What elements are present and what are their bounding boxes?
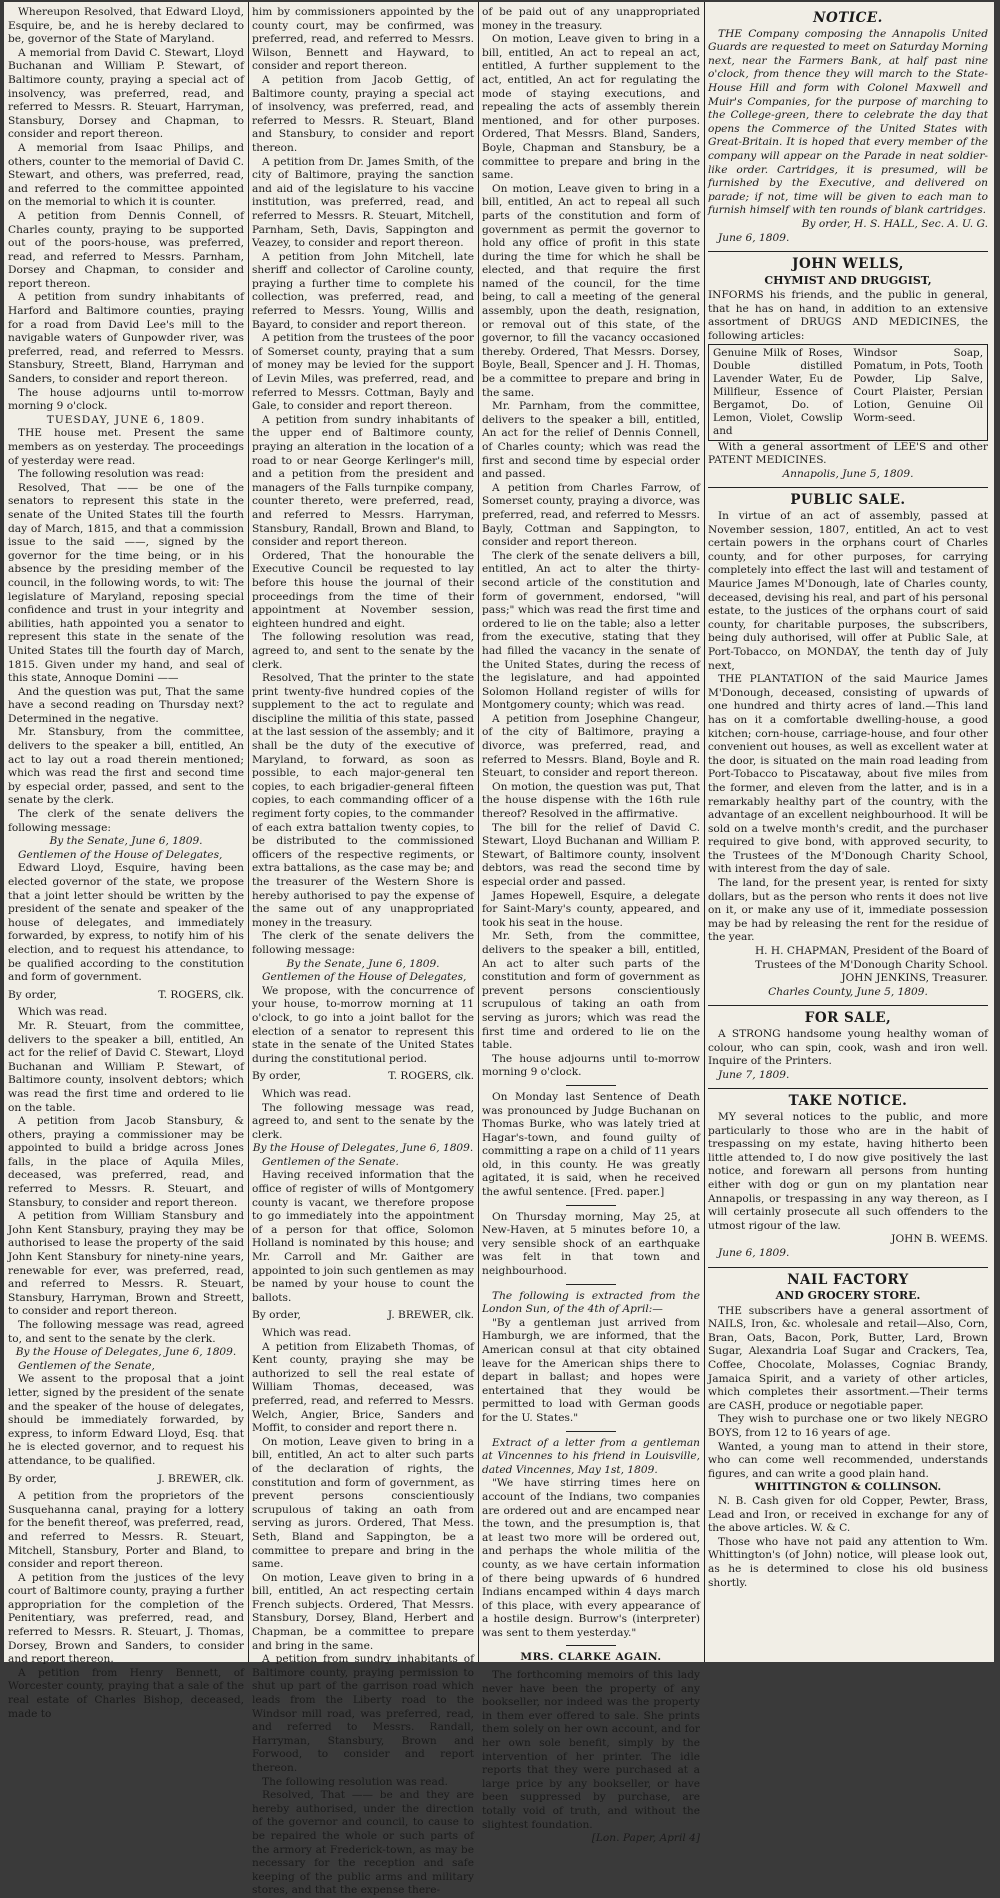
ad-heading: PUBLIC SALE.: [790, 492, 906, 509]
paragraph: On motion, Leave given to bring in a bill, entitled, An act to repeal all such parts of the constitution and form of government as permit the governor to hold any office of profit in this state during the time for which he shall be elected, and that require the first named of the council, for the time being, to call a meeting of the general assembly, upon the death, resignation, or removal out of this state, of the governor, to fill the vacancy occasioned thereby. Ordered, That Messrs. Dorsey, Boyle, Beall, Spencer and J. H. Thomas, be a committee to prepare and bring in the same.: [482, 182, 700, 399]
column-1: [8, 6, 244, 1720]
column-3: [482, 6, 700, 1845]
ad-divider: [708, 1088, 988, 1089]
ad-subheading: CHYMIST AND DRUGGIST,: [764, 273, 932, 287]
ad-divider: [708, 487, 988, 488]
ad-date: Annapolis, June 5, 1809.: [782, 467, 914, 480]
message-heading: By the Senate, June 6, 1809.: [286, 957, 440, 970]
ad-body: With a general assortment of LEE'S and other PATENT MEDICINES.: [708, 440, 988, 467]
ad-subheading: AND GROCERY STORE.: [775, 1289, 921, 1303]
paragraph: A memorial from David C. Stewart, Lloyd Buchanan and William P. Stewart, of Baltimore county, praying a special act of insolvency, was preferred, read, and referred to Messrs. R. Steuart, Harryman, Stansbury, Dorsey and Chapman, to consider and report thereon.: [8, 46, 244, 141]
ad-signature: By order, H. S. HALL, Sec. A. U. G.: [801, 217, 988, 230]
column-2: [252, 6, 474, 1897]
paragraph: A petition from sundry inhabitants of Harford and Baltimore counties, praying for a road from David Lee's mill to the navigable waters of Gunpowder river, was preferred, read, and referred to Messrs. Stansbury, Streett, Bland, Harryman and Sanders, to consider and report thereon.: [8, 291, 244, 386]
paragraph: The following resolution was read, agreed to, and sent to the senate by the clerk.: [252, 631, 474, 671]
message-salutation: Gentlemen of the House of Delegates,: [262, 971, 467, 984]
ad-divider: [708, 251, 988, 252]
signature: By order, J. BREWER, clk.: [8, 1472, 244, 1485]
ad-date: June 7, 1809.: [718, 1068, 790, 1081]
message-salutation: Gentlemen of the Senate.: [262, 1155, 399, 1168]
paragraph: him by commissioners appointed by the county court, may be confirmed, was preferred, read, and referred to Messrs. Wilson, Bennett and Hayward, to consider and report thereon.: [252, 6, 474, 73]
ad-signature: H. H. CHAPMAN, President of the Board of Trustees of the M'Donough Charity School.: [754, 945, 988, 971]
dateline: TUESDAY, JUNE 6, 1809.: [46, 413, 206, 426]
paragraph: THE house met. Present the same members as on yesterday. The proceedings of yesterday were read.: [8, 427, 244, 467]
paragraph: A petition from Josephine Changeur, of the city of Baltimore, praying a divorce, was preferred, read, and referred to Messrs. Bland, Boyle and R. Steuart, to consider and report thereon.: [482, 712, 700, 780]
message-heading: By the House of Delegates, June 6, 1809.: [15, 1346, 237, 1359]
ad-body: N. B. Cash given for old Copper, Pewter, Brass, Lead and Iron, or received in exchange for any of the above articles. W. & C.: [708, 1495, 988, 1535]
paragraph: On motion, Leave given to bring in a bill, entitled, An act to repeal an act, entitled, A further supplement to the act, entitled, An act for regulating the mode of staying executions, and repealing the acts of assembly therein mentioned, and for other purposes. Ordered, That Messrs. Bland, Sanders, Boyle, Chapman and Stansbury, be a committee to prepare and bring in the same.: [482, 33, 700, 182]
ad-divider: [708, 1005, 988, 1006]
ad-body: In virtue of an act of assembly, passed at November session, 1807, entitled, An act to vest certain powers in the orphans court of Charles county, and for other purposes, for carrying completely into effect the last will and testament of Maurice James M'Donough, late of Charles county, deceased, devising his real, and part of his personal estate, to the justices of the orphans court of said county, for charitable purposes, the subscribers, being duly authorised, will offer at Public Sale, at Port-Tobacco, on MONDAY, the tenth day of July next,: [708, 510, 989, 672]
news-heading: MRS. CLARKE AGAIN.: [520, 1651, 662, 1664]
paragraph: Mr. Seth, from the committee, delivers to the speaker a bill, entitled, An act to alter such parts of the constitution and form of government as prevent persons conscientiously scrupulous of taking an oath from serving as jurors; which was read the first time and ordered to lie on the table.: [482, 930, 700, 1052]
ad-body: Wanted, a young man to attend in their store, who can come well recommended, understands figures, and can write a good plain hand.: [708, 1440, 988, 1480]
paragraph: We assent to the proposal that a joint letter, signed by the president of the senate and the speaker of the house of delegates, should be immediately forwarded, by express, to inform Edward Lloyd, Esq. that he is elected governor, and to request his attendance, to be qualified.: [8, 1373, 244, 1467]
paragraph: A petition from sundry inhabitants of Baltimore county, praying permission to shut up part of the garrison road which leads from the Liberty road to the Windsor mill road, was preferred, read, and referred to Messrs. Randall, Harryman, Stansbury, Brown and Forwood, to consider and report thereon.: [252, 1653, 474, 1774]
signature: By order, J. BREWER, clk.: [252, 1309, 474, 1322]
ad-heading: FOR SALE,: [804, 1010, 892, 1027]
ad-date: Charles County, June 5, 1809.: [768, 985, 928, 998]
ad-date: June 6, 1809.: [718, 231, 790, 244]
news-heading: The following is extracted from the London Sun, of the 4th of April:—: [482, 1289, 700, 1316]
news-item: On Monday last Sentence of Death was pronounced by Judge Buchanan on Thomas Burke, who was lately tried at Hagar's-town, and found guilty of committing a rape on a child of 11 years old, in this county. He was greatly agitated, it is said, when he received the awful sentence. [Fred. paper.]: [482, 1090, 700, 1199]
column-rule: [248, 2, 249, 1662]
paragraph: The clerk of the senate delivers the following message:: [252, 930, 474, 956]
paragraph: The following resolution was read:: [18, 468, 205, 481]
paragraph: On motion, Leave given to bring in a bill, entitled, An act to alter such parts of the declaration of rights, the constitution and form of government, as prevent persons conscientiously scrupulous of taking an oath from serving as jurors. Ordered, That Mess. Seth, Bland and Sappington, be a committee to prepare and bring in the same.: [252, 1435, 474, 1571]
divider: [566, 1085, 616, 1086]
paragraph: Which was read.: [18, 1006, 108, 1019]
ad-heading: JOHN WELLS,: [792, 256, 904, 273]
paragraph: A petition from the proprietors of the Susquehanna canal, praying for a lottery for the benefit thereof, was preferred, read, and referred to Messrs. R. Steuart, Mitchell, Stansbury, Porter and Bland, to consider and report thereon.: [8, 1490, 244, 1571]
paragraph: A petition from the trustees of the poor of Somerset county, praying that a sum of money may be levied for the support of Levin Miles, was preferred, read, and referred to Messrs. Cottman, Bayly and Gale, to consider and report thereon.: [252, 332, 474, 413]
ad-signature: WHITTINGTON & COLLINSON.: [754, 1481, 942, 1494]
news-item: The forthcoming memoirs of this lady never have been the property of any bookseller, nor indeed was the property in them ever offered to sale. She prints them solely on her own account, and for her own sole benefit, simply by the intervention of her printer. The idle reports that they were purchased at a large price by any bookseller, or have been suppressed by purchase, are totally void of truth, and without the slightest foundation.: [482, 1669, 700, 1831]
news-item: On Thursday morning, May 25, at New-Haven, at 5 minutes before 10, a very sensible shock of an earthquake was felt in that town and neighbourhood.: [482, 1210, 700, 1278]
paragraph: A petition from Jacob Gettig, of Baltimore county, praying a special act of insolvency, was preferred, read, and referred to Messrs. R. Steuart, Bland and Stansbury, to consider and report thereon.: [252, 73, 474, 154]
message-salutation: Gentlemen of the Senate,: [18, 1359, 155, 1372]
paragraph: A petition from Jacob Stansbury, & others, praying a commissioner may be appointed to build a bridge across Jones falls, in the place of Aquila Miles, deceased, was preferred, read, and referred to Messrs. R. Steuart, and Stansbury, to consider and report thereon.: [8, 1115, 244, 1209]
column-rule: [478, 2, 479, 1662]
ad-heading: NOTICE.: [813, 10, 883, 26]
paragraph: Which was read.: [262, 1327, 352, 1339]
divider: [566, 1284, 616, 1285]
ad-date: June 6, 1809.: [718, 1246, 790, 1259]
paragraph: Having received information that the office of register of wills of Montgomery county is vacant, we therefore propose to go immediately into the appointment of a person for that office, Solomon Holland is nominated by this house; and Mr. Carroll and Mr. Gaither are appointed to join such gentlemen as may be named by your house to count the ballots.: [252, 1169, 474, 1304]
goods-list: Genuine Milk of Roses, Double distilled Lavender Water, Eu de Millfleur, Essence of Bergamot, Do. of Lemon, Violet, Cowslip and Windsor Soap, Pomatum, in Pots, Tooth Powder, Lip Salve, Court Plaister, Persian Lotion, Genuine Oil Worm-seed.: [708, 344, 988, 441]
divider: [566, 1645, 616, 1646]
message-salutation: Gentlemen of the House of Delegates,: [18, 848, 223, 861]
paragraph: A petition from John Mitchell, late sheriff and collector of Caroline county, praying a further time to complete his collection, was preferred, read, and referred to Messrs. Young, Willis and Bayard, to consider and report thereon.: [252, 250, 474, 331]
paragraph: Edward Lloyd, Esquire, having been elected governor of the state, we propose that a joint letter should be written by the president of the senate and speaker of the house of delegates, and immediately forwarded, by express, to notify him of his election, and to request his attendance, to be qualified according to the constitution and form of government.: [8, 862, 244, 984]
paragraph: The clerk of the senate delivers the following message:: [8, 808, 244, 834]
signature: By order, T. ROGERS, clk.: [252, 1070, 474, 1083]
paragraph: A memorial from Isaac Philips, and others, counter to the memorial of David C. Stewart, and others, was preferred, read, and referred to the committee appointed on the memorial to which it is counter.: [8, 141, 244, 209]
newspaper-page: [4, 2, 994, 1897]
paragraph: The following resolution was read.: [262, 1775, 448, 1788]
paragraph: of be paid out of any unappropriated money in the treasury.: [482, 6, 700, 32]
paragraph: A petition from Dennis Connell, of Charles county, praying to be supported out of the poors-house, was preferred, read, and referred to Messrs. Parnham, Dorsey and Chapman, to consider and report thereon.: [8, 209, 244, 290]
paragraph: The bill for the relief of David C. Stewart, Lloyd Buchanan and William P. Stewart, of Baltimore county, insolvent debtors, was read the second time by especial order and passed.: [482, 821, 700, 888]
news-heading: Extract of a letter from a gentleman at Vincennes to his friend in Louisville, dated Vincennes, May 1st, 1809.: [482, 1436, 700, 1476]
column-rule: [704, 2, 705, 1662]
message-heading: By the House of Delegates, June 6, 1809.: [252, 1142, 474, 1155]
paragraph: Mr. R. Steuart, from the committee, delivers to the speaker a bill, entitled, An act for the relief of David C. Stewart, Lloyd Buchanan and William P. Stewart, of Baltimore county, insolvent debtors; which was read the first time and ordered to lie on the table.: [8, 1019, 244, 1114]
paragraph: Resolved, That —— be and they are hereby authorised, under the direction of the governor and council, to cause to be repaired the whole or such parts of the armory at Frederick-town, as may be necessary for the reception and safe keeping of the public arms and military stores, and that the expense there-: [252, 1789, 474, 1897]
source-credit: [Lon. Paper, April 4]: [591, 1832, 700, 1845]
news-item: "By a gentleman just arrived from Hamburgh, we are informed, that the American consul at that city obtained leave for the American ships there to depart in ballast; and hopes were entertained that they would be permitted to load with German goods for the U. States.": [482, 1316, 700, 1424]
news-item: "We have stirring times here on account of the Indians, two companies are ordered out and are encamped near the town, and the presumption is, that at least two more will be ordered out, and perhaps the whole militia of the county, as we have certain information of there being upwards of 6 hundred Indians encamped within 4 days march of this place, with every appearance of a hostile design. Burrow's (interpreter) was sent to them yesterday.": [482, 1477, 700, 1639]
paragraph: A petition from Charles Farrow, of Somerset county, praying a divorce, was preferred, read, and referred to Messrs. Bayly, Cottman and Sappington, to consider and report thereon.: [482, 481, 700, 549]
paragraph: A petition from Elizabeth Thomas, of Kent county, praying she may be authorized to sell the real estate of William Thomas, deceased, was preferred, read, and referred to Messrs. Welch, Angier, Brice, Sanders and Moffit, to consider and report there n.: [252, 1340, 474, 1435]
paragraph: And the question was put, That the same have a second reading on Thursday next? Determined in the negative.: [8, 685, 244, 725]
paragraph: Mr. Stansbury, from the committee, delivers to the speaker a bill, entitled, An act to lay out a road therein mentioned; which was read the first and second time by especial order, passed, and sent to the senate by the clerk.: [8, 726, 244, 807]
ad-signature: JOHN JENKINS, Treasurer.: [841, 972, 988, 985]
ad-heading: NAIL FACTORY: [787, 1271, 909, 1288]
ad-signature: JOHN B. WEEMS.: [891, 1233, 988, 1246]
ad-divider: [708, 1267, 988, 1268]
divider: [566, 1205, 616, 1206]
paragraph: A petition from Henry Bennett, of Worcester county, praying that a sale of the real estate of Charles Bishop, deceased, made to: [8, 1666, 244, 1720]
paragraph: The clerk of the senate delivers a bill, entitled, An act to alter the thirty-second article of the constitution and form of government, endorsed, "will pass;" which was read the first time and ordered to lie on the table; also a letter from the executive, stating that they had filled the vacancy in the senate of the United States, during the recess of the legislature, and had appointed Solomon Holland register of wills for Montgomery county; which was read.: [482, 549, 700, 712]
ad-body: THE PLANTATION of the said Maurice James M'Donough, deceased, consisting of upwards of one hundred and thirty acres of land.—This land has on it a comfortable dwelling-house, a good kitchen; corn-house, carriage-house, and four other convenient out houses, as well as excellent water at the door, is situated on the main road leading from Port-Tobacco to Piscataway, about five miles from the former, and eleven from the latter, and is in a remarkably healthy part of the country, with the advantage of an excellent neighbourhood. It will be sold on a twelve month's credit, and the purchaser required to give bond, with approved security, to the Trustees of the M'Donough Charity School, with interest from the day of sale.: [708, 673, 988, 876]
paragraph: A petition from sundry inhabitants of the upper end of Baltimore county, praying an alteration in the location of a road to or near George Kerlinger's mill, and a petition from the president and managers of the Falls turnpike company, counter thereto, were preferred, read, and referred to Messrs. Harryman, Stansbury, Randall, Brown and Bland, to consider and report thereon.: [252, 413, 474, 549]
paragraph: A petition from the justices of the levy court of Baltimore county, praying a further appropriation for the completion of the Penitentiary, was preferred, read, and referred to Messrs. R. Steuart, J. Thomas, Dorsey, Brown and Sanders, to consider and report thereon.: [8, 1571, 244, 1666]
paragraph: The following message was read, agreed to, and sent to the senate by the clerk.: [252, 1101, 474, 1141]
paragraph: On motion, the question was put, That the house dispense with the 16th rule thereof? Resolved in the affirmative.: [482, 780, 700, 821]
paragraph: We propose, with the concurrence of your house, to-morrow morning at 11 o'clock, to go into a joint ballot for the election of a senator to represent this state in the senate of the United States during the constitutional period.: [252, 984, 474, 1065]
paragraph: James Hopewell, Esquire, a delegate for Saint-Mary's county, appeared, and took his seat in the house.: [482, 889, 700, 929]
paragraph: Resolved, That —— be one of the senators to represent this state in the senate of the United States till the fourth day of March, 1815, and that a commission issue to the said ——, signed by the governor for the time being, or in his absence by the presiding member of the council, in the following words, to wit: The legislature of Maryland, reposing special confidence and trust in your integrity and abilities, hath appointed you a senator to represent this state in the senate of the United States till the fourth day of March, 1815. Given under my hand, and seal of this state, Annoque Domini ——: [8, 481, 244, 685]
paragraph: The house adjourns until to-morrow morning 9 o'clock.: [8, 386, 244, 413]
ad-body: INFORMS his friends, and the public in general, that he has on hand, in addition to an extensive assortment of DRUGS AND MEDICINES, the following articles:: [708, 289, 988, 343]
ad-heading: TAKE NOTICE.: [788, 1093, 908, 1110]
ad-body: A STRONG handsome young healthy woman of colour, who can spin, cook, wash and iron well. Inquire of the Printers.: [708, 1028, 988, 1068]
paragraph: On motion, Leave given to bring in a bill, entitled, An act respecting certain French subjects. Ordered, That Messrs. Stansbury, Dorsey, Bland, Herbert and Chapman, be a committee to prepare and bring in the same.: [252, 1571, 474, 1652]
paragraph: Ordered, That the honourable the Executive Council be requested to lay before this house the journal of their proceedings from the time of their appointment at November session, eighteen hundred and eight.: [252, 549, 474, 630]
ad-body: THE Company composing the Annapolis United Guards are requested to meet on Saturday Morning next, near the Farmers Bank, at half past nine o'clock, from thence they will march to the State-House Hill and form with Colonel Maxwell and Muir's Companies, for the purpose of marching to the College-green, there to celebrate the day that opens the Commerce of the United States with Great-Britain. It is hoped that every member of the company will appear on the Parade in neat soldier-like order. Cartridges, it is presumed, will be furnished by the Executive, and delivered on parade; if not, time will be given to each man to furnish himself with ten rounds of blank cartridges.: [708, 27, 988, 217]
paragraph: Whereupon Resolved, that Edward Lloyd, Esquire, be, and he is hereby declared to be, governor of the State of Maryland.: [8, 6, 244, 46]
ad-body: THE subscribers have a general assortment of NAILS, Iron, &c. wholesale and retail—Also, Corn, Bran, Oats, Bacon, Pork, Butter, Lard, Brown Sugar, Alexandria Loaf Sugar and Crackers, Tea, Coffee, Chocolate, Molasses, Cogniac Brandy, Jamaica Spirit, and a variety of other articles, which completes their assortment.—Their terms are CASH, produce or negotiable paper.: [708, 1304, 988, 1412]
ad-body: MY several notices to the public, and more particularly to those who are in the habit of trespassing on my estate, having hitherto been little attended to, I do now give positively the last notice, and forewarn all persons from hunting either with dog or gun on my plantation near Annapolis, or trespassing in any way thereon, as I will certainly prosecute all such offenders to the utmost rigour of the law.: [708, 1110, 988, 1232]
message-heading: By the Senate, June 6, 1809.: [49, 835, 203, 848]
paragraph: Resolved, That the printer to the state print twenty-five hundred copies of the supplement to the act to regulate and discipline the militia of this state, passed at the last session of the assembly; and it shall be the duty of the executive of Maryland, to forward, as soon as possible, to each major-general ten copies, to each brigadier-general fifteen copies, to each commanding officer of a regiment forty copies, to the commander of each extra battalion twenty copies, to be distributed to the commissioned officers of the respective regiments, or extra battalions, as the case may be; and the treasurer of the Western Shore is hereby authorised to pay the expense of the same out of any unappropriated money in the treasury.: [252, 672, 474, 929]
divider: [566, 1431, 616, 1432]
paragraph: The house adjourns until to-morrow morning 9 o'clock.: [482, 1052, 700, 1079]
paragraph: Mr. Parnham, from the committee, delivers to the speaker a bill, entitled, An act for the relief of Dennis Connell, of Charles county; which was read the first and second time by especial order and passed.: [482, 400, 700, 481]
ad-body: They wish to purchase one or two likely NEGRO BOYS, from 12 to 16 years of age.: [708, 1413, 988, 1440]
ad-body: Those who have not paid any attention to Wm. Whittington's (of John) notice, will please look out, as he is determined to close his old business shortly.: [708, 1535, 988, 1589]
signature: By order, T. ROGERS, clk.: [8, 988, 244, 1001]
paragraph: The following message was read, agreed to, and sent to the senate by the clerk.: [8, 1319, 244, 1345]
paragraph: Which was read.: [262, 1087, 352, 1100]
ad-body: The land, for the present year, is rented for sixty dollars, but as the person who rents it does not live on it, or make any use of it, immediate possession may be had by releasing the rent for the residue of the year.: [708, 877, 988, 944]
paragraph: A petition from Dr. James Smith, of the city of Baltimore, praying the sanction and aid of the legislature to his vaccine institution, was preferred, read, and referred to Messrs. R. Steuart, Mitchell, Parnham, Seth, Davis, Sappington and Veazey, to consider and report thereon.: [252, 155, 474, 250]
paragraph: A petition from William Stansbury and John Kent Stansbury, praying they may be authorised to lease the property of the said John Kent Stansbury for ninety-nine years, renewable for ever, was preferred, read, and referred to Messrs. R. Steuart, Stansbury, Harryman, Brown and Streett, to consider and report thereon.: [8, 1210, 244, 1318]
column-4-advertisements: [708, 6, 988, 1656]
